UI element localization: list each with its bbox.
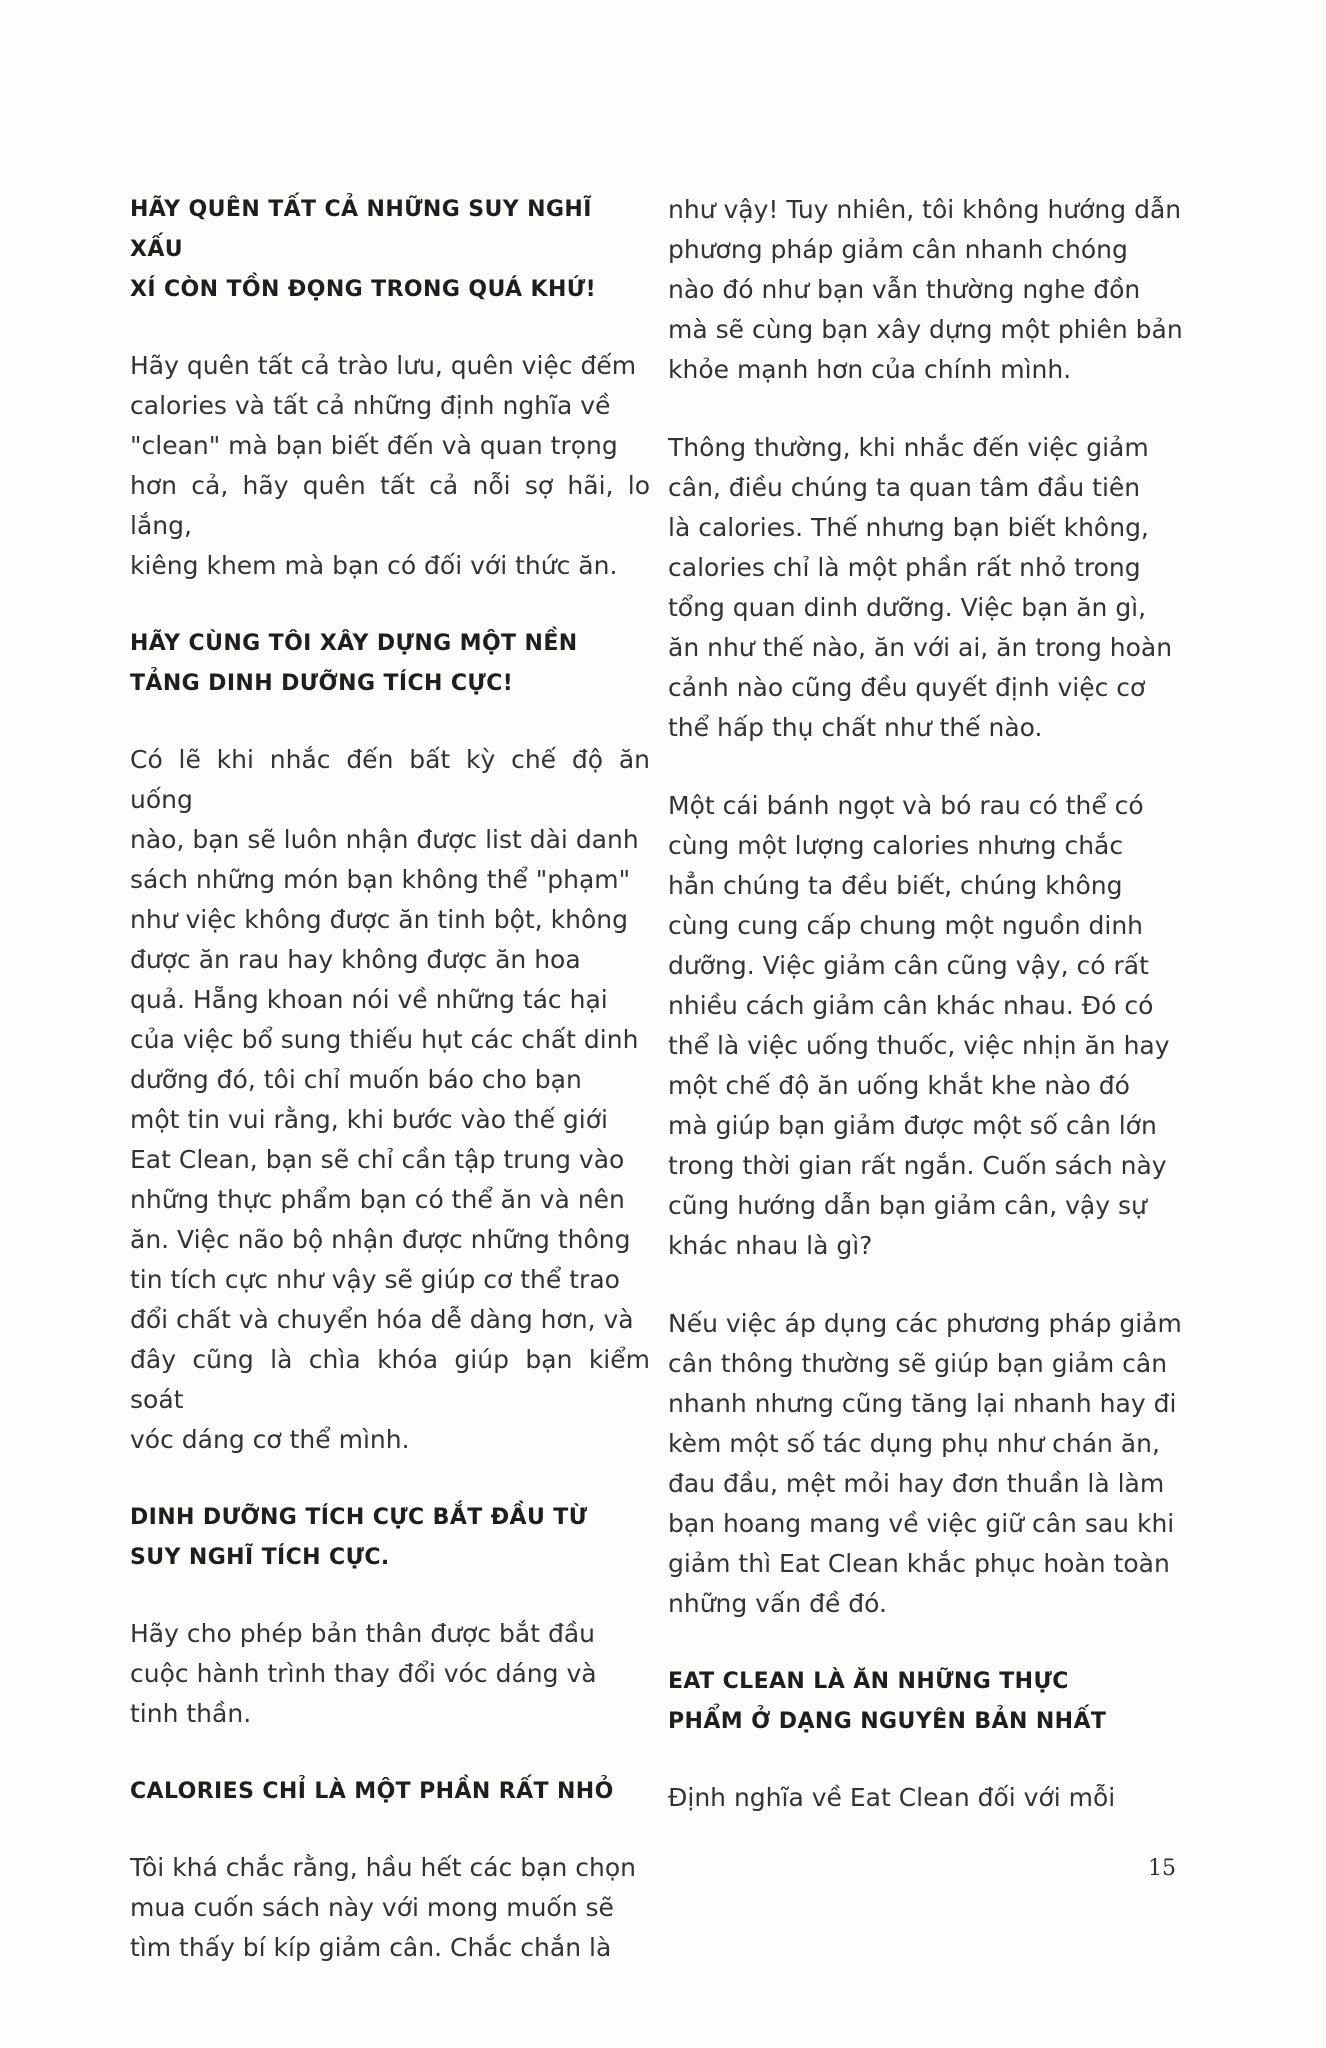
- right-column: [668, 190, 1188, 1818]
- heading-forget-past: HÃY QUÊN TẤT CẢ NHỮNG SUY NGHĨ XẤU XÍ CÒN TỒN ĐỌNG TRONG QUÁ KHỨ!: [130, 197, 596, 302]
- heading-eat-clean-definition: EAT CLEAN LÀ ĂN NHỮNG THỰC PHẨM Ở DẠNG NGUYÊN BẢN NHẤT: [668, 1669, 1107, 1734]
- left-column: [130, 190, 650, 1968]
- paragraph-diet-list: Có lẽ khi nhắc đến bất kỳ chế độ ăn uống nào, bạn sẽ luôn nhận được list dài danh sách những món bạn không thể "phạm" như việc không được ăn tinh bột, không được ăn rau hay không được ăn hoa quả. Hẵng khoan nói về những tác hại của việc bổ sung thiếu hụt các chất dinh dưỡng đó, tôi chỉ muốn báo cho bạn một tin vui rằng, khi bước vào thế giới Eat Clean, bạn sẽ chỉ cần tập trung vào những thực phẩm bạn có thể ăn và nên ăn. Việc não bộ nhận được những thông tin tích cực như vậy sẽ giúp cơ thể trao đổi chất và chuyển hóa dễ dàng hơn, và đây cũng là chìa khóa giúp bạn kiểm soát vóc dáng cơ thể mình.: [130, 745, 650, 1454]
- paragraph-eat-clean-meaning: Định nghĩa về Eat Clean đối với mỗi: [668, 1783, 1116, 1812]
- paragraph-weight-loss-secret: Tôi khá chắc rằng, hầu hết các bạn chọn mua cuốn sách này với mong muốn sẽ tìm thấy bí kíp giảm cân. Chắc chắn là: [130, 1853, 636, 1962]
- paragraph-healthier-version: như vậy! Tuy nhiên, tôi không hướng dẫn phương pháp giảm cân nhanh chóng nào đó như bạn vẫn thường nghe đồn mà sẽ cùng bạn xây dựng một phiên bản khỏe mạnh hơn của chính mình.: [668, 195, 1183, 384]
- paragraph-calories-concern: Thông thường, khi nhắc đến việc giảm cân, điều chúng ta quan tâm đầu tiên là calories. Thế nhưng bạn biết không, calories chỉ là một phần rất nhỏ trong tổng quan dinh dưỡng. Việc bạn ăn gì, ăn như thế nào, ăn với ai, ăn trong hoàn cảnh nào cũng đều quyết định việc cơ thể hấp thụ chất như thế nào.: [668, 433, 1173, 742]
- paragraph-forget-trends: Hãy quên tất cả trào lưu, quên việc đếm calories và tất cả những định nghĩa về "clean" mà bạn biết đến và quan trọng hơn cả, hãy quên tất cả nỗi sợ hãi, lo lắng, kiêng khem mà bạn có đối với thức ăn.: [130, 351, 650, 580]
- heading-positive-thinking: DINH DƯỠNG TÍCH CỰC BẮT ĐẦU TỪ SUY NGHĨ TÍCH CỰC.: [130, 1505, 588, 1570]
- heading-calories-small-part: CALORIES CHỈ LÀ MỘT PHẦN RẤT NHỎ: [130, 1779, 614, 1804]
- paragraph-allow-yourself: Hãy cho phép bản thân được bắt đầu cuộc hành trình thay đổi vóc dáng và tinh thần.: [130, 1619, 597, 1728]
- page-number: 15: [1148, 1856, 1176, 1881]
- heading-positive-foundation: HÃY CÙNG TÔI XÂY DỰNG MỘT NỀN TẢNG DINH DƯỠNG TÍCH CỰC!: [130, 631, 578, 696]
- paragraph-conventional-methods: Nếu việc áp dụng các phương pháp giảm cân thông thường sẽ giúp bạn giảm cân nhanh nhưng cũng tăng lại nhanh hay đi kèm một số tác dụng phụ như chán ăn, đau đầu, mệt mỏi hay đơn thuần là làm bạn hoang mang về việc giữ cân sau khi giảm thì Eat Clean khắc phục hoàn toàn những vấn đề đó.: [668, 1309, 1182, 1618]
- paragraph-cake-and-vegetables: Một cái bánh ngọt và bó rau có thể có cùng một lượng calories nhưng chắc hẳn chúng ta đều biết, chúng không cùng cung cấp chung một nguồn dinh dưỡng. Việc giảm cân cũng vậy, có rất nhiều cách giảm cân khác nhau. Đó có thể là việc uống thuốc, việc nhịn ăn hay một chế độ ăn uống khắt khe nào đó mà giúp bạn giảm được một số cân lớn trong thời gian rất ngắn. Cuốn sách này cũng hướng dẫn bạn giảm cân, vậy sự khác nhau là gì?: [668, 791, 1170, 1260]
